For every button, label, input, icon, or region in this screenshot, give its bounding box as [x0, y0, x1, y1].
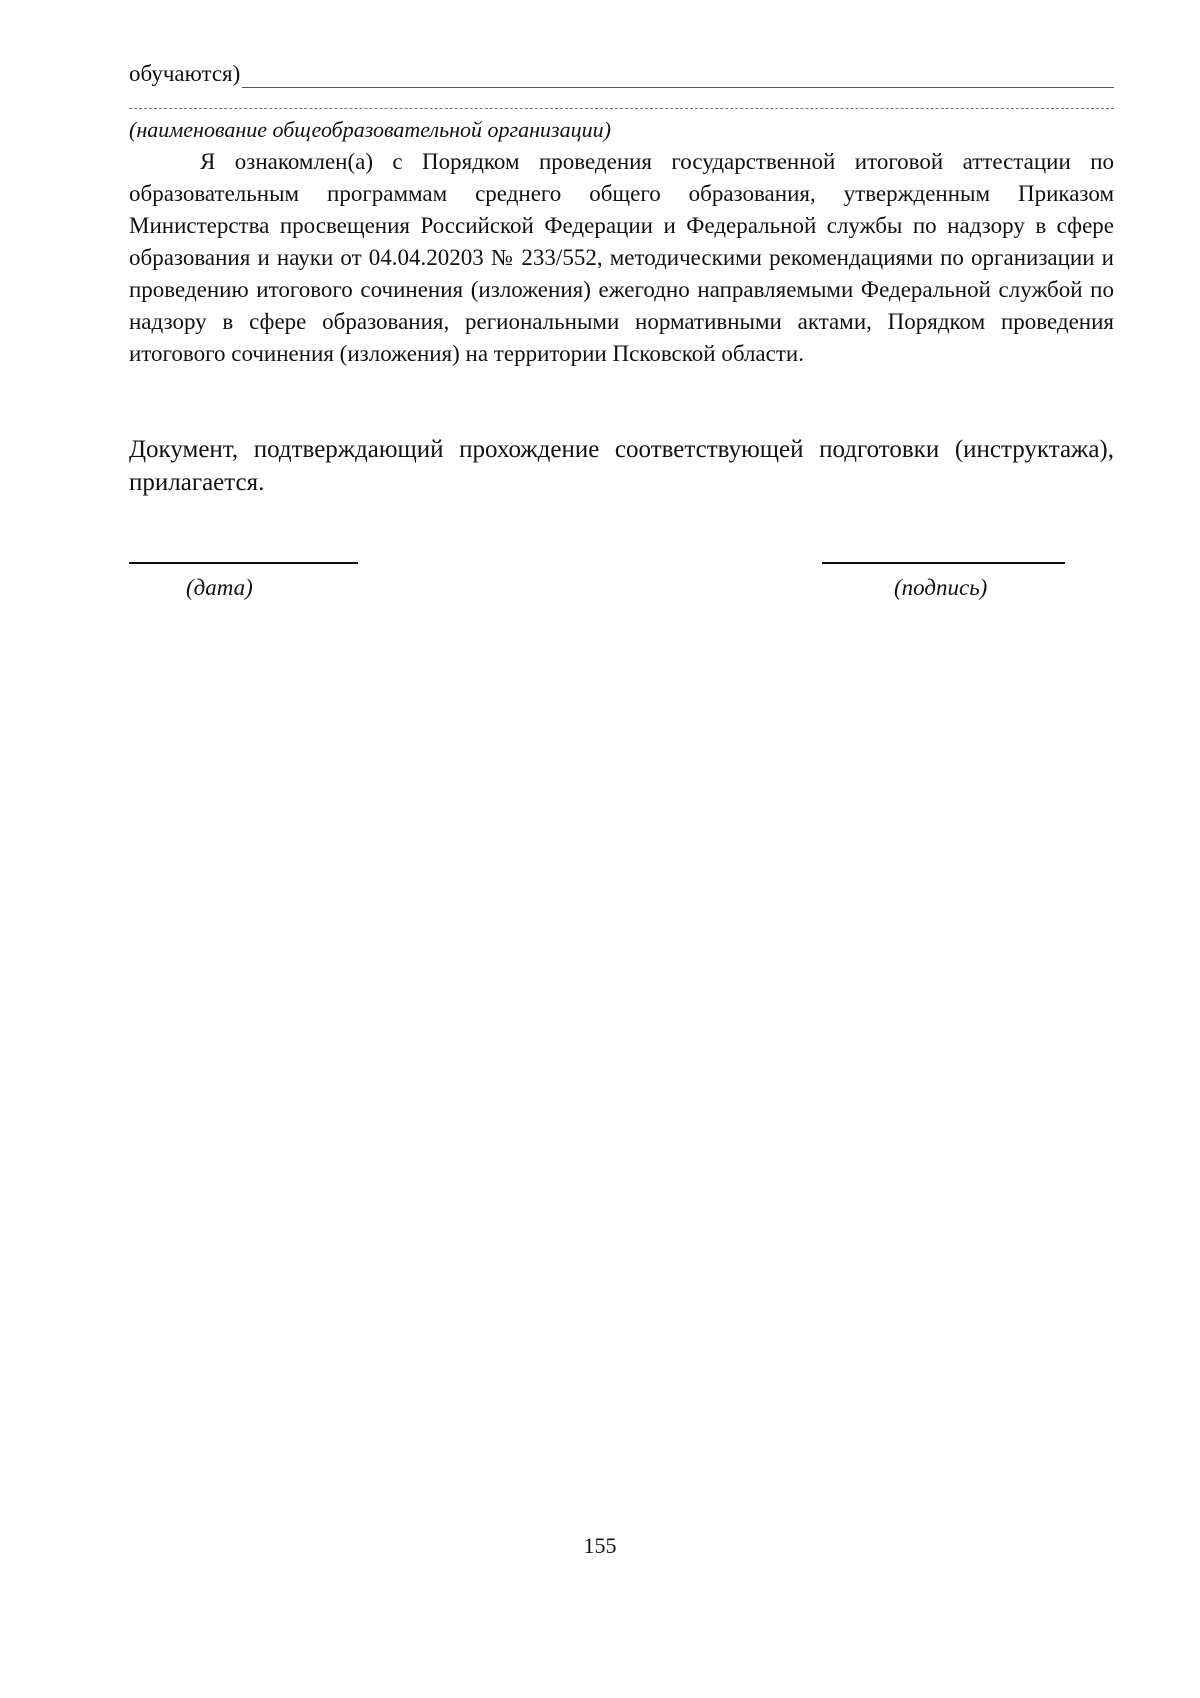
studies-blank-line: [242, 67, 1114, 88]
date-blank-line: [129, 562, 358, 564]
signature-caption: (подпись): [894, 575, 988, 600]
org-name-blank-line: [129, 108, 1114, 109]
signature-blank-line: [822, 562, 1065, 564]
page-number: 155: [583, 1533, 617, 1558]
date-caption: (дата): [186, 575, 253, 600]
attachment-paragraph: Документ, подтверждающий прохождение соответствующей подготовки (инструктажа), прилагается.: [129, 436, 1114, 496]
org-name-caption: (наименование общеобразовательной организации): [129, 117, 611, 142]
studies-label: обучаются): [129, 61, 241, 86]
studies-line: [129, 60, 1114, 88]
acknowledgement-paragraph: Я ознакомлен(а) с Порядком проведения государственной итоговой аттестации по образовательным программам среднего общего образования, утвержденным Приказом Министерства просвещения Российской Федерации и Федеральной службы по надзору в сфере образования и науки от 04.04.20203 № 233/552, методическими рекомендациями по организации и проведению итогового сочинения (изложения) ежегодно направляемыми Федеральной службой по надзору в сфере образования, региональными нормативными актами, Порядком проведения итогового сочинения (изложения) на территории Псковской области.: [129, 149, 1114, 366]
